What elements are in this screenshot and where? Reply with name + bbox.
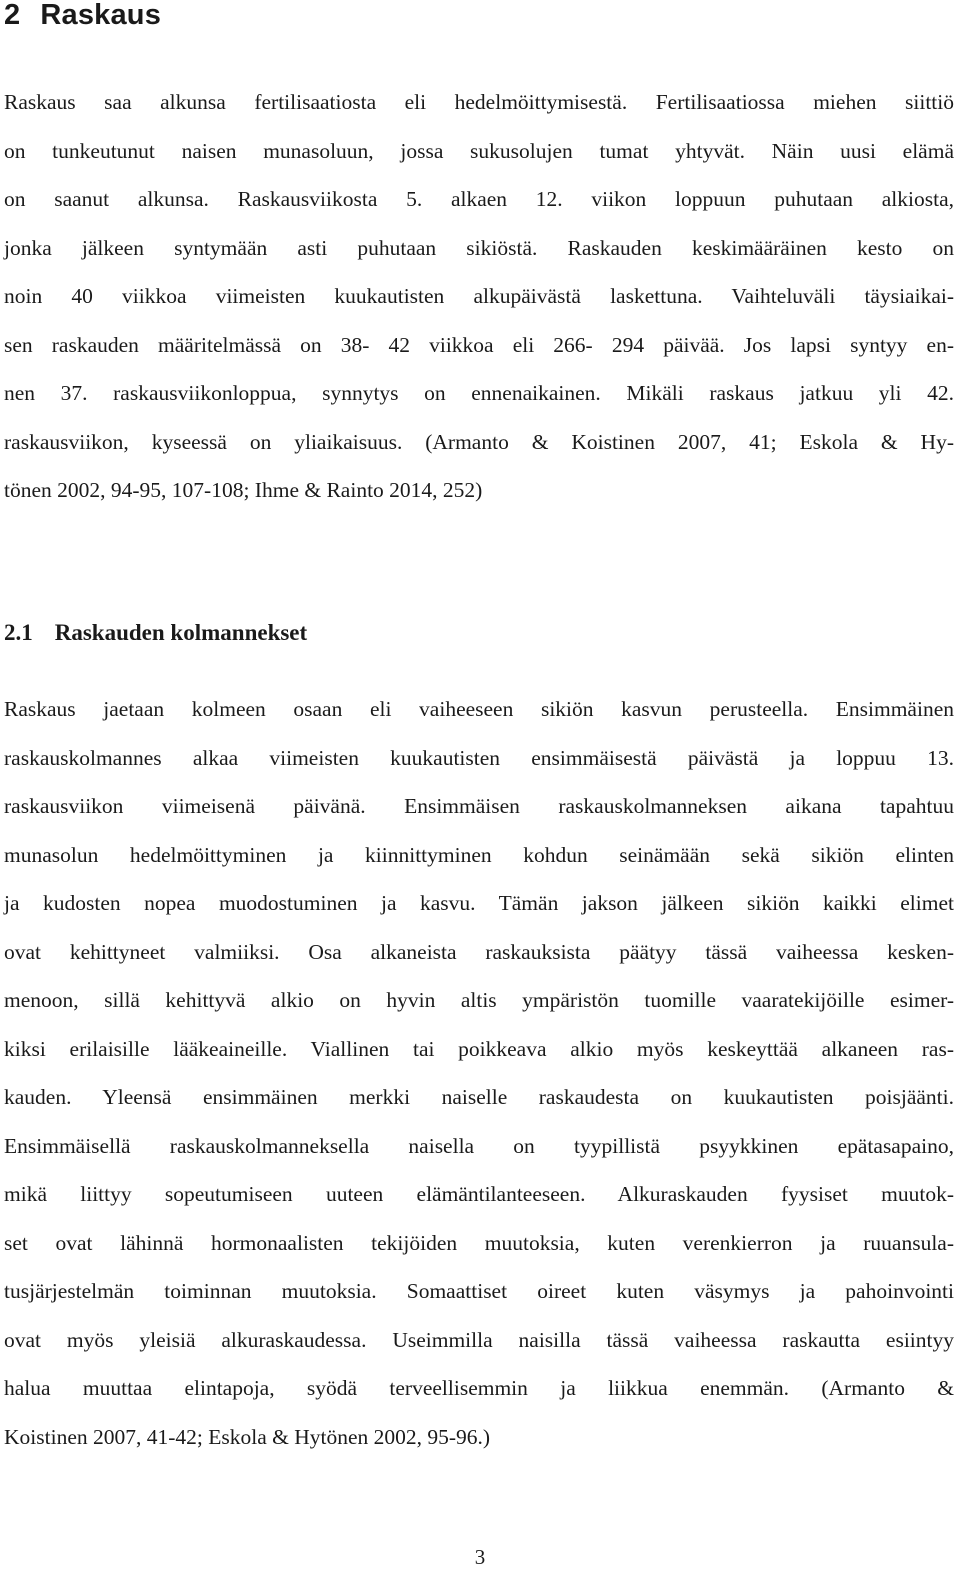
paragraph-line: Ensimmäisellä raskauskolmanneksella naisella on tyypillistä psyykkinen epätasapaino, — [4, 1133, 954, 1158]
page-number: 3 — [474, 1545, 486, 1569]
paragraph-line: ovat kehittyneet valmiiksi. Osa alkaneista raskauksista päätyy tässä vaiheessa kesken- — [4, 939, 954, 964]
paragraph-line: Koistinen 2007, 41-42; Eskola & Hytönen 2002, 95-96.) — [4, 1424, 491, 1449]
paragraph-line: nen 37. raskausviikonloppua, synnytys on ennenaikainen. Mikäli raskaus jatkuu yli 42. — [4, 381, 954, 405]
paragraph-line: Raskaus jaetaan kolmeen osaan eli vaiheeseen sikiön kasvun perusteella. Ensimmäinen — [4, 697, 954, 721]
paragraph-line: mikä liittyy sopeutumiseen uuteen elämäntilanteeseen. Alkuraskauden fyysiset muutok- — [4, 1182, 954, 1206]
paragraph-line: on tunkeutunut naisen munasoluun, jossa sukusolujen tumat yhtyvät. Näin uusi elämä — [4, 138, 954, 163]
paragraph-line: kiksi erilaisille lääkeaineille. Viallinen tai poikkeava alkio myös keskeyttää alkaneen ras- — [4, 1036, 954, 1061]
paragraph-line: on saanut alkunsa. Raskausviikosta 5. alkaen 12. viikon loppuun puhutaan alkiosta, — [4, 187, 954, 211]
paragraph-line: ja kudosten nopea muodostuminen ja kasvu. Tämän jakson jälkeen sikiön kaikki elimet — [4, 891, 954, 915]
paragraph-line: noin 40 viikkoa viimeisten kuukautisten alkupäivästä laskettuna. Vaihteluväli täysiaikai- — [4, 284, 954, 308]
section-title: Raskaus — [40, 0, 162, 31]
paragraph-line: raskauskolmannes alkaa viimeisten kuukautisten ensimmäisestä päivästä ja loppuu 13. — [4, 745, 954, 770]
paragraph-line: sen raskauden määritelmässä on 38- 42 viikkoa eli 266- 294 päivää. Jos lapsi syntyy en- — [4, 332, 954, 357]
paragraph-line: raskausviikon, kyseessä on yliaikaisuus. (Armanto & Koistinen 2007, 41; Eskola & Hy- — [4, 429, 954, 454]
paragraph-line: tönen 2002, 94-95, 107-108; Ihme & Rainto 2014, 252) — [4, 478, 483, 502]
section-heading — [4, 0, 161, 30]
paragraph-line: jonka jälkeen syntymään asti puhutaan sikiöstä. Raskauden keskimääräinen kesto on — [4, 235, 954, 260]
subsection-title: Raskauden kolmannekset — [54, 620, 308, 645]
subsection-number: 2.1 — [4, 620, 33, 645]
paragraph-line: tusjärjestelmän toiminnan muutoksia. Somaattiset oireet kuten väsymys ja pahoinvointi — [4, 1279, 954, 1303]
paragraph-line: ovat myös yleisiä alkuraskaudessa. Useimmilla naisilla tässä vaiheessa raskautta esiintyy — [4, 1327, 954, 1352]
paragraph-trimesters — [4, 685, 954, 1461]
paragraph-pregnancy-intro — [4, 78, 954, 515]
paragraph-line: Raskaus saa alkunsa fertilisaatiosta eli hedelmöittymisestä. Fertilisaatiossa miehen siittiö — [4, 90, 954, 114]
paragraph-line: menoon, sillä kehittyvä alkio on hyvin altis ympäristön tuomille vaaratekijöille esimer- — [4, 988, 954, 1012]
paragraph-line: halua muuttaa elintapoja, syödä terveellisemmin ja liikkua enemmän. (Armanto & — [4, 1376, 954, 1400]
subsection-heading — [4, 619, 307, 647]
paragraph-line: set ovat lähinnä hormonaalisten tekijöiden muutoksia, kuten verenkierron ja ruuansula- — [4, 1230, 954, 1255]
section-number: 2 — [4, 0, 21, 31]
paragraph-line: munasolun hedelmöittyminen ja kiinnittyminen kohdun seinämään sekä sikiön elinten — [4, 842, 954, 867]
paragraph-line: kauden. Yleensä ensimmäinen merkki naiselle raskaudesta on kuukautisten poisjäänti. — [4, 1085, 954, 1109]
paragraph-line: raskausviikon viimeisenä päivänä. Ensimmäisen raskauskolmanneksen aikana tapahtuu — [4, 794, 954, 818]
